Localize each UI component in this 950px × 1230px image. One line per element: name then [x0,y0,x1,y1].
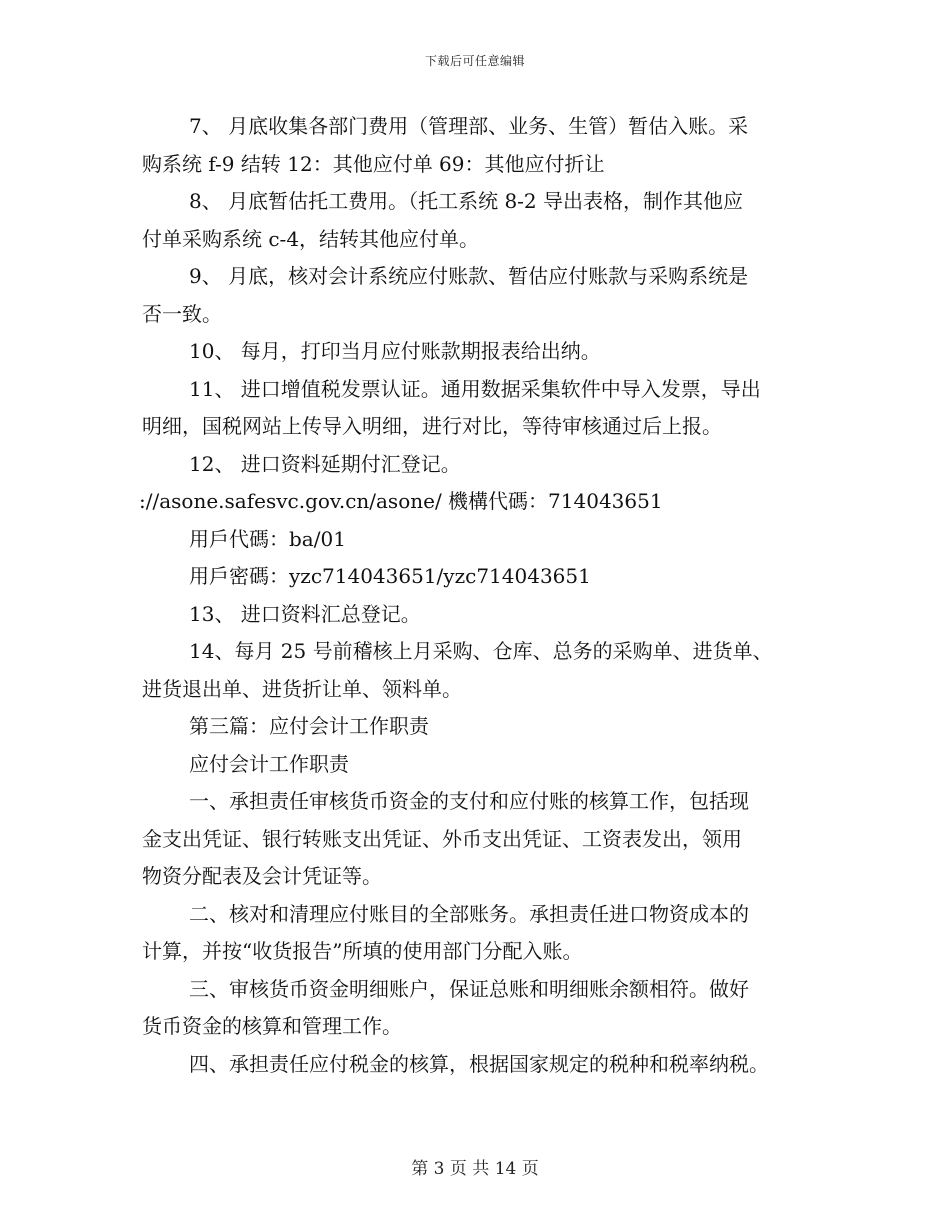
paragraph-line: 用戶代碼：ba/01 [189,526,346,551]
paragraph-line: 否一致。 [142,301,222,326]
paragraph-line: 10、 每月，打印当月应付账款期报表给出纳。 [189,339,601,363]
paragraph-line: 11、 进口增值税发票认证。通用数据采集软件中导入发票，导出 [189,376,761,401]
paragraph-line: 四、承担责任应付税金的核算，根据国家规定的税种和税率纳税。 [189,1051,769,1076]
paragraph-line: 物资分配表及会计凭证等。 [142,864,382,888]
paragraph-line: 8、 月底暂估托工费用。（托工系统 8-2 导出表格，制作其他应 [189,189,744,213]
document-body [139,108,810,1083]
paragraph-line: 进货退出单、进货折让单、领料单。 [142,676,462,701]
section-title: 第三篇：应付会计工作职责 [189,714,429,738]
paragraph-line: 9、 月底，核对会计系统应付账款、暂估应付账款与采购系统是 [189,264,749,288]
paragraph-line: 二、核对和清理应付账目的全部账务。承担责任进口物资成本的 [189,901,749,926]
paragraph-line: 7、 月底收集各部门费用（管理部、业务、生管）暂估入账。采 [189,114,749,138]
paragraph-line: 金支出凭证、银行转账支出凭证、外币支出凭证、工资表发出，领用 [142,826,742,851]
paragraph-line: 购系统 f-9 结转 12：其他应付单 69：其他应付折让 [142,151,605,176]
paragraph-line: 明细，国税网站上传导入明细，进行对比，等待审核通过后上报。 [142,414,722,438]
section-subtitle: 应付会计工作职责 [189,751,349,776]
paragraph-line: 货币资金的核算和管理工作。 [142,1014,402,1038]
paragraph-line: 用戶密碼：yzc714043651/yzc714043651 [189,564,591,588]
paragraph-line: 计算，并按“收货报告”所填的使用部门分配入账。 [142,939,583,963]
url-line: ://asone.safesvc.gov.cn/asone/ 機構代碼：714043651 [139,489,663,513]
paragraph-line: 12、 进口资料延期付汇登记。 [189,451,461,476]
paragraph-line: 13、 进口资料汇总登记。 [189,601,421,626]
page-header: 下载后可任意编辑 [424,54,525,68]
paragraph-line: 付单采购系统 c-4，结转其他应付单。 [142,226,480,251]
paragraph-line: 14、每月 25 号前稽核上月采购、仓库、总务的采购单、进货单、 [189,639,773,663]
paragraph-line: 一、承担责任审核货币资金的支付和应付账的核算工作，包括现 [189,789,749,813]
paragraph-line: 三、审核货币资金明细账户，保证总账和明细账余额相符。做好 [189,976,749,1001]
page-footer: 第 3 页 共 14 页 [411,1159,539,1179]
